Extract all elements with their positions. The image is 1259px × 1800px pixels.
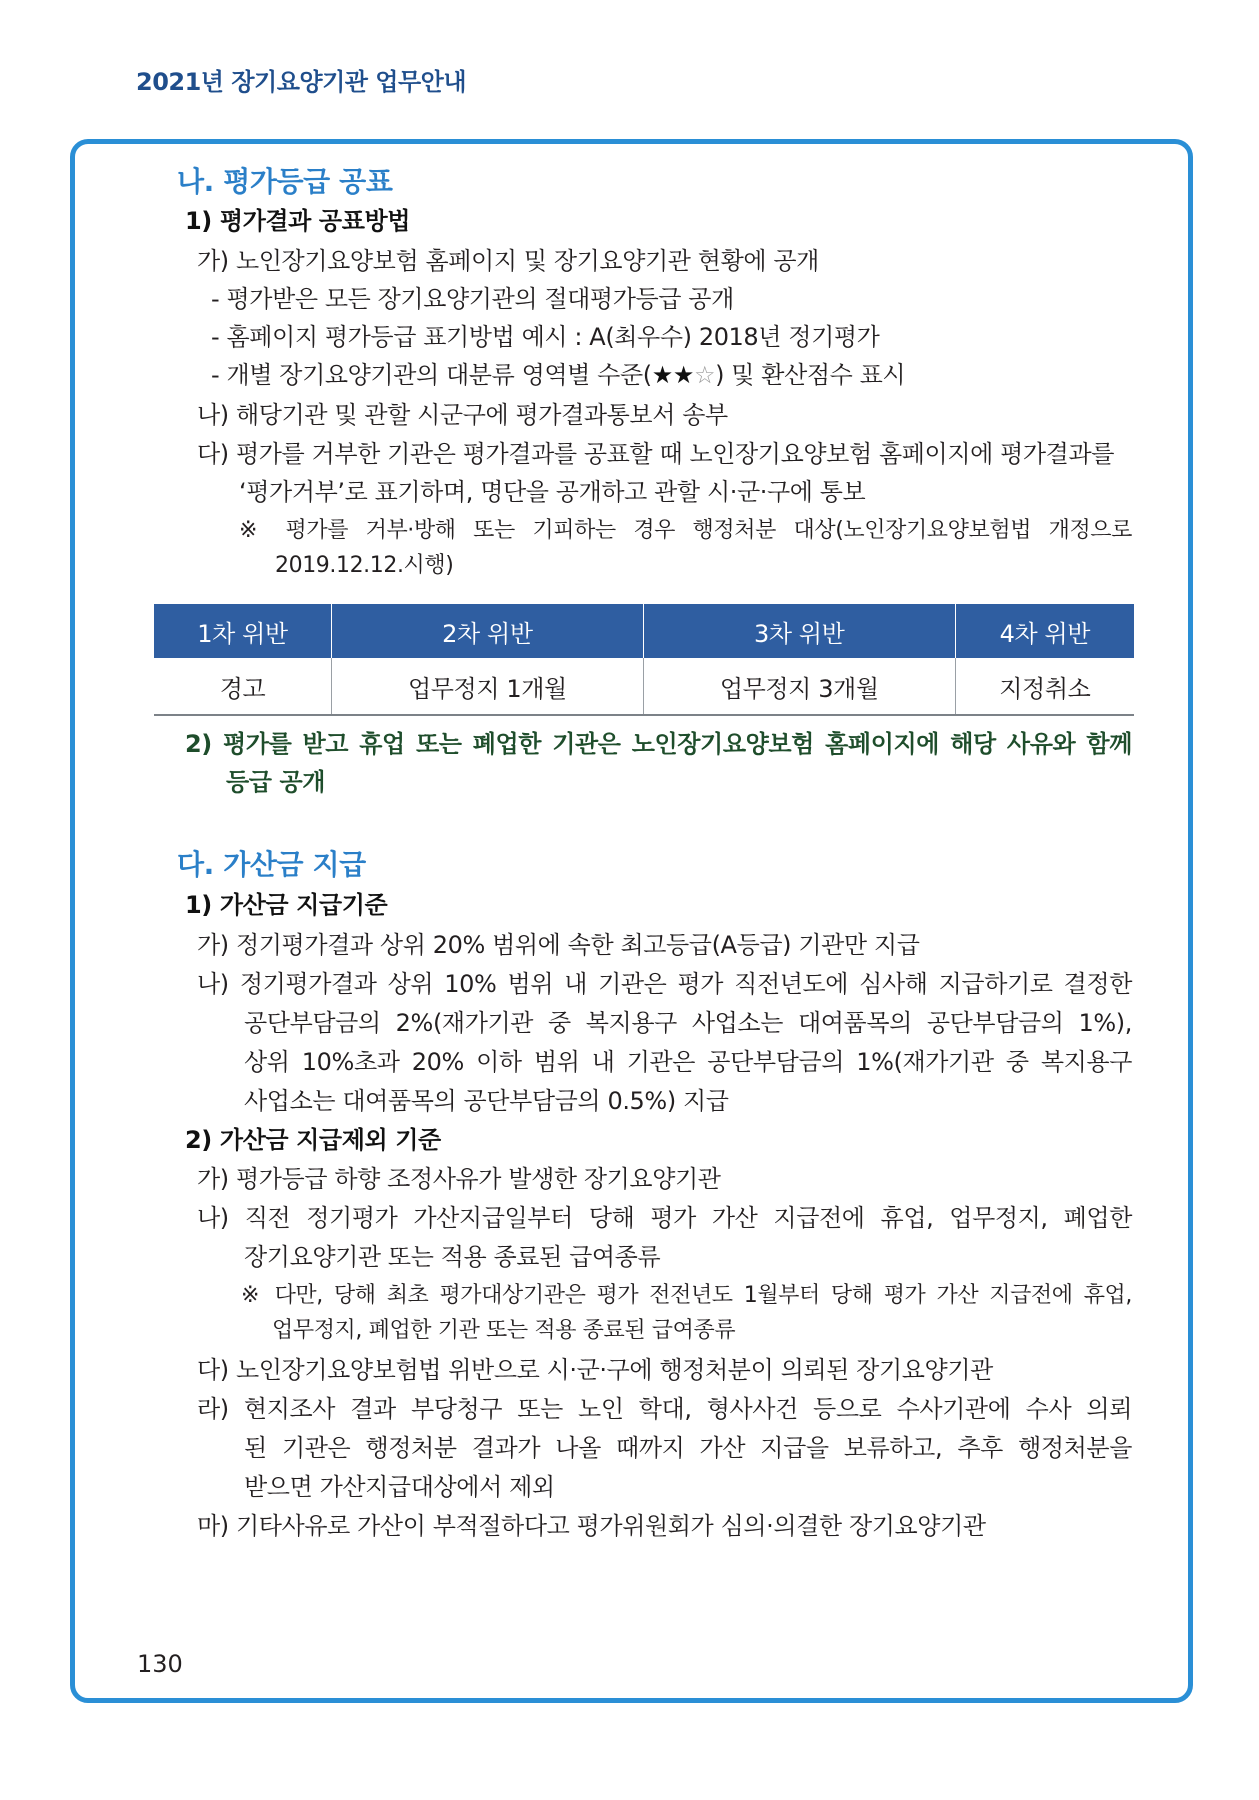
table-header-cell: 2차 위반 bbox=[331, 604, 643, 658]
subsection-closed-institutions-line2: 등급 공개 bbox=[226, 768, 326, 796]
item-ma-other-reasons: 마) 기타사유로 가산이 부적절하다고 평가위원회가 심의·의결한 장기요양기관 bbox=[197, 1512, 986, 1540]
bullet-absolute-grade: - 평가받은 모든 장기요양기관의 절대평가등급 공개 bbox=[211, 285, 734, 313]
table-header-cell: 3차 위반 bbox=[643, 604, 955, 658]
star-filled-icon: ★ bbox=[651, 361, 673, 389]
star-empty-icon: ☆ bbox=[693, 361, 716, 389]
table-header-cell: 1차 위반 bbox=[154, 604, 331, 658]
table-cell: 업무정지 1개월 bbox=[331, 658, 643, 715]
running-header-title: 2021년 장기요양기관 업무안내 bbox=[136, 68, 467, 96]
bullet-grade-notation-example: - 홈페이지 평가등급 표기방법 예시 : A(최우수) 2018년 정기평가 bbox=[211, 323, 880, 351]
page-number: 130 bbox=[137, 1650, 183, 1678]
subsection-closed-institutions-line1: 2) 평가를 받고 휴업 또는 폐업한 기관은 노인장기요양보험 홈페이지에 해당 사유와 함께 bbox=[185, 730, 1132, 758]
table-row bbox=[154, 658, 1134, 715]
item-da-refusal-line1: 다) 평가를 거부한 기관은 평가결과를 공표할 때 노인장기요양보험 홈페이지에 평가결과를 bbox=[197, 440, 1115, 468]
item-da-refusal-line2: ‘평가거부’로 표기하며, 명단을 공개하고 관할 시·군·구에 통보 bbox=[239, 478, 866, 506]
table-cell: 경고 bbox=[154, 658, 331, 715]
subsection-title-bonus-criteria: 1) 가산금 지급기준 bbox=[185, 891, 388, 919]
item-ra-investigation-line2-text: 된 기관은 행정처분 결과가 나올 때까지 가산 지급을 보류하고, 추후 행정처분을 bbox=[244, 1434, 1132, 1462]
item-na-suspension-line1 bbox=[197, 1204, 1132, 1233]
item-na-bonus-rates-line2 bbox=[244, 1009, 1132, 1038]
bullet-category-level-text: - 개별 장기요양기관의 대분류 영역별 수준( bbox=[211, 361, 652, 389]
item-na-bonus-rates-line3-text: 상위 10%초과 20% 이하 범위 내 기관은 공단부담금의 1%(재가기관 중 복지용구 bbox=[244, 1048, 1132, 1076]
table-header-cell: 4차 위반 bbox=[955, 604, 1134, 658]
bullet-category-level bbox=[211, 361, 905, 390]
item-ga-top-grade-only: 가) 정기평가결과 상위 20% 범위에 속한 최고등급(A등급) 기관만 지급 bbox=[197, 931, 920, 959]
section-heading-grade-announcement: 나. 평가등급 공표 bbox=[177, 165, 393, 198]
subsection-title-exclusion-criteria: 2) 가산금 지급제외 기준 bbox=[185, 1126, 441, 1154]
item-ra-investigation-line1-text: 라) 현지조사 결과 부당청구 또는 노인 학대, 형사사건 등으로 수사기관에 수사 의뢰 bbox=[197, 1395, 1132, 1423]
item-na-bonus-rates-line2-text: 공단부담금의 2%(재가기관 중 복지용구 사업소는 대여품목의 공단부담금의 1%), bbox=[244, 1009, 1132, 1037]
item-na-bonus-rates-line3 bbox=[244, 1048, 1132, 1077]
penalty-table bbox=[154, 604, 1134, 716]
penalty-table-header-row bbox=[154, 604, 1134, 658]
note-refusal-line1-text: ※ 평가를 거부·방해 또는 기피하는 경우 행정처분 대상(노인장기요양보험법 개정으로 bbox=[239, 518, 1132, 543]
star-rating-icon bbox=[652, 361, 715, 389]
item-na-bonus-rates-line4: 사업소는 대여품목의 공단부담금의 0.5%) 지급 bbox=[244, 1087, 729, 1115]
item-ra-investigation-line3: 받으면 가산지급대상에서 제외 bbox=[244, 1473, 555, 1501]
section-heading-bonus-payment: 다. 가산금 지급 bbox=[177, 848, 366, 881]
item-na-bonus-rates-line1-text: 나) 정기평가결과 상위 10% 범위 내 기관은 평가 직전년도에 심사해 지급하기로 결정한 bbox=[197, 970, 1132, 998]
item-na-suspension-line2: 장기요양기관 또는 적용 종료된 급여종류 bbox=[244, 1243, 661, 1271]
subsection-closed-institutions bbox=[185, 730, 1132, 759]
item-da-administrative-action: 다) 노인장기요양보험법 위반으로 시·군·구에 행정처분이 의뢰된 장기요양기관 bbox=[197, 1356, 993, 1384]
item-ra-investigation-line1 bbox=[197, 1395, 1132, 1424]
item-na-notification: 나) 해당기관 및 관할 시군구에 평가결과통보서 송부 bbox=[197, 401, 728, 429]
item-ra-investigation-line2 bbox=[244, 1434, 1132, 1463]
note-first-evaluation-line2: 업무정지, 폐업한 기관 또는 적용 종료된 급여종류 bbox=[272, 1318, 736, 1343]
note-first-evaluation-line1 bbox=[241, 1283, 1132, 1309]
item-na-bonus-rates-line1 bbox=[197, 970, 1132, 999]
table-cell: 지정취소 bbox=[955, 658, 1134, 715]
note-refusal-line2: 2019.12.12.시행) bbox=[275, 553, 454, 578]
star-half-icon: ★ bbox=[672, 361, 694, 389]
item-ga-homepage-disclosure: 가) 노인장기요양보험 홈페이지 및 장기요양기관 현황에 공개 bbox=[197, 247, 819, 275]
note-first-evaluation-line1-text: ※ 다만, 당해 최초 평가대상기관은 평가 전전년도 1월부터 당해 평가 가산 지급전에 휴업, bbox=[241, 1283, 1132, 1308]
item-na-suspension-line1-text: 나) 직전 정기평가 가산지급일부터 당해 평가 가산 지급전에 휴업, 업무정지, 폐업한 bbox=[197, 1204, 1132, 1232]
item-ga-grade-downgrade: 가) 평가등급 하향 조정사유가 발생한 장기요양기관 bbox=[197, 1165, 721, 1193]
subsection-title-publication-method: 1) 평가결과 공표방법 bbox=[185, 207, 411, 235]
table-cell: 업무정지 3개월 bbox=[643, 658, 955, 715]
bullet-category-level-suffix: ) 및 환산점수 표시 bbox=[715, 361, 906, 389]
note-refusal-line1 bbox=[239, 518, 1132, 544]
